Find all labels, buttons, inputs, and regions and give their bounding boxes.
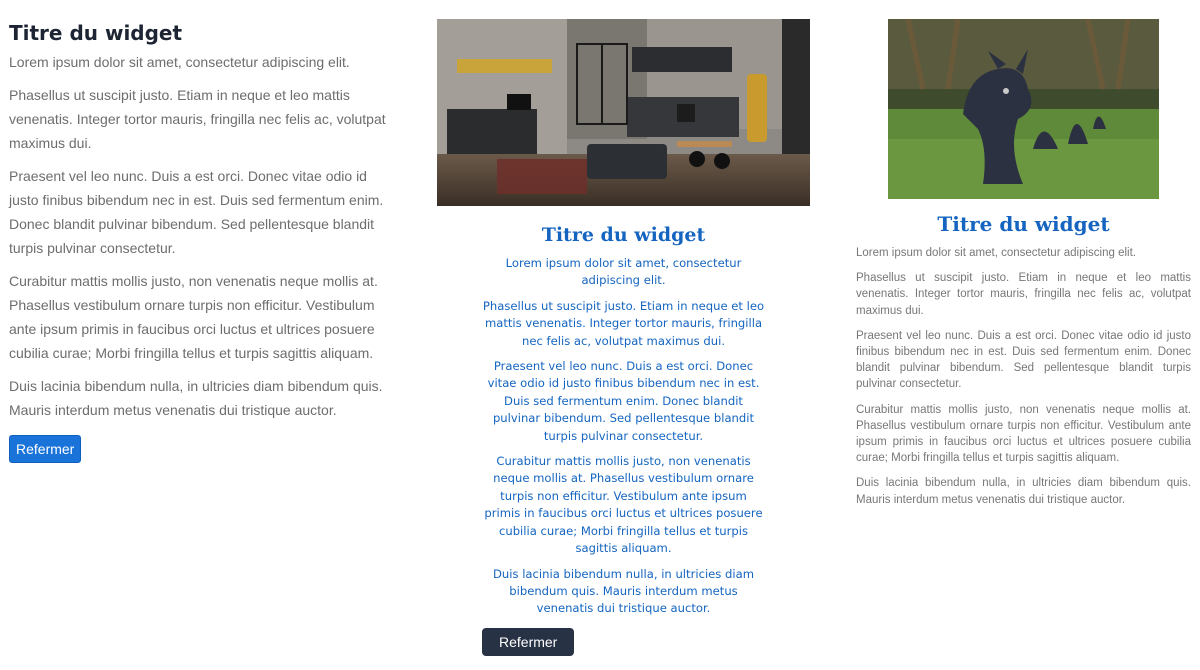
widget-center	[437, 19, 810, 650]
kitchen-interior-photo	[437, 19, 810, 206]
widget-title: Titre du widget	[9, 21, 183, 45]
widget-paragraph: Praesent vel leo nunc. Duis a est orci. Donec vitae odio id justo finibus bibendum nec in est. Duis sed fermentum enim. Donec blandit pulvinar bibendum. Sed pellentesque blandit turpis pulvinar consectetur.	[9, 168, 384, 256]
widget-paragraph: Phasellus ut suscipit justo. Etiam in neque et leo mattis venenatis. Integer tortor mauris, fringilla nec felis ac, volutpat maximus dui.	[856, 272, 1191, 317]
widget-paragraph: Phasellus ut suscipit justo. Etiam in neque et leo mattis venenatis. Integer tortor mauris, fringilla nec felis ac, volutpat maximus dui.	[482, 298, 765, 348]
widget-paragraph: Duis lacinia bibendum nulla, in ultricies diam bibendum quis. Mauris interdum metus venenatis dui tristique auctor.	[9, 378, 383, 418]
widget-paragraph: Curabitur mattis mollis justo, non venenatis neque mollis at. Phasellus vestibulum ornare turpis non efficitur. Vestibulum ante ipsum primis in faucibus orci luctus et ultrices posuere cubilia curae; Morbi fringilla tellus et turpis sagittis aliquam.	[856, 403, 1191, 465]
widget-left	[9, 20, 393, 463]
widget-paragraph: Lorem ipsum dolor sit amet, consectetur adipiscing elit.	[505, 256, 742, 288]
dragon-statue-photo	[888, 19, 1159, 199]
widget-right	[856, 19, 1191, 517]
widget-paragraph: Phasellus ut suscipit justo. Etiam in neque et leo mattis venenatis. Integer tortor mauris, fringilla nec felis ac, volutpat maximus dui.	[9, 87, 386, 151]
widget-paragraph: Lorem ipsum dolor sit amet, consectetur adipiscing elit.	[9, 54, 350, 70]
widget-paragraph: Lorem ipsum dolor sit amet, consectetur adipiscing elit.	[856, 247, 1136, 259]
widget-title: Titre du widget	[937, 212, 1110, 236]
close-button[interactable]: Refermer	[482, 628, 574, 656]
widget-paragraph: Praesent vel leo nunc. Duis a est orci. Donec vitae odio id justo finibus bibendum nec in est. Duis sed fermentum enim. Donec blandit pulvinar bibendum. Sed pellentesque blandit turpis pulvinar consectetur.	[856, 329, 1191, 391]
widget-paragraph: Praesent vel leo nunc. Duis a est orci. Donec vitae odio id justo finibus bibendum nec in est. Duis sed fermentum enim. Donec blandit pulvinar bibendum. Sed pellentesque blandit turpis pulvinar consectetur.	[487, 359, 760, 443]
widget-paragraph: Duis lacinia bibendum nulla, in ultricies diam bibendum quis. Mauris interdum metus venenatis dui tristique auctor.	[492, 566, 754, 616]
close-button[interactable]: Refermer	[9, 435, 81, 463]
widget-title: Titre du widget	[541, 224, 706, 246]
widget-paragraph: Duis lacinia bibendum nulla, in ultricies diam bibendum quis. Mauris interdum metus venenatis dui tristique auctor.	[856, 477, 1191, 506]
widget-paragraph: Curabitur mattis mollis justo, non venenatis neque mollis at. Phasellus vestibulum ornare turpis non efficitur. Vestibulum ante ipsum primis in faucibus orci luctus et ultrices posuere cubilia curae; Morbi fringilla tellus et turpis sagittis aliquam.	[484, 454, 763, 556]
widget-paragraph: Curabitur mattis mollis justo, non venenatis neque mollis at. Phasellus vestibulum ornare turpis non efficitur. Vestibulum ante ipsum primis in faucibus orci luctus et ultrices posuere cubilia curae; Morbi fringilla tellus et turpis sagittis aliquam.	[9, 273, 378, 361]
